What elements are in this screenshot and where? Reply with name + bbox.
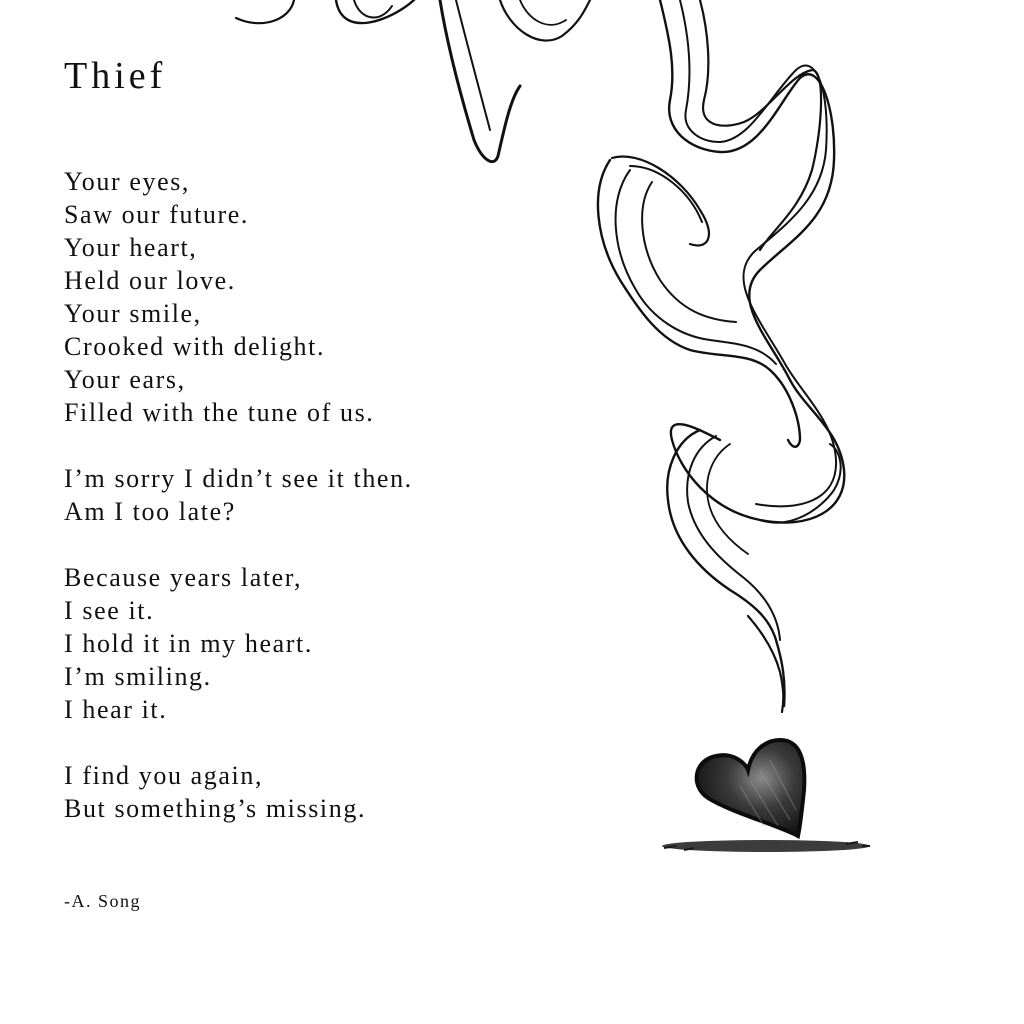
smoke-upper-loop-inner (520, 0, 566, 25)
smoke-band-3 (700, 0, 821, 250)
smoke-band-8 (630, 166, 702, 222)
smoke-band-5 (616, 170, 776, 364)
poem-line: I hear it. (64, 695, 168, 724)
smoke-band-1 (660, 0, 844, 523)
heart-icon (697, 740, 805, 836)
smoke-lower-1 (667, 430, 784, 706)
poem-line: I find you again, (64, 761, 264, 790)
poem-line: I hold it in my heart. (64, 629, 313, 658)
poem-line: I see it. (64, 596, 155, 625)
smoke-band-4 (598, 160, 800, 447)
poem-line: Am I too late? (64, 497, 236, 526)
poem-line: I’m smiling. (64, 662, 212, 691)
poem-line: Saw our future. (64, 200, 250, 229)
poem-line: Held our love. (64, 266, 236, 295)
smoke-drip-left (336, 0, 414, 23)
poem-line: Your ears, (64, 365, 186, 394)
smoke-band-6 (642, 182, 736, 322)
poem-line: Your smile, (64, 299, 202, 328)
stanza-1 (64, 165, 584, 429)
smoke-band-7 (612, 157, 709, 246)
smoke-wisp-top-left (236, 0, 294, 23)
poem-line: Because years later, (64, 563, 303, 592)
smoke-lower-2 (687, 436, 780, 640)
stanza-2 (64, 462, 584, 528)
poem-body (64, 165, 584, 825)
smoke-drip-left-inner (354, 0, 392, 17)
stanza-4 (64, 759, 584, 825)
stanza-3 (64, 561, 584, 726)
ground-shadow (662, 840, 870, 852)
heart-group (662, 740, 870, 852)
poem-line: But something’s missing. (64, 794, 367, 823)
smoke-drip-center-inner (456, 0, 490, 130)
poem-line: Your eyes, (64, 167, 191, 196)
poem-line: Your heart, (64, 233, 198, 262)
poem-title: Thief (64, 55, 167, 97)
poem-line: I’m sorry I didn’t see it then. (64, 464, 413, 493)
poem-line: Crooked with delight. (64, 332, 326, 361)
poem-line: Filled with the tune of us. (64, 398, 375, 427)
author-signature: -A. Song (64, 891, 142, 911)
smoke-drip-center (440, 0, 520, 162)
smoke-upper-loop (500, 0, 590, 41)
